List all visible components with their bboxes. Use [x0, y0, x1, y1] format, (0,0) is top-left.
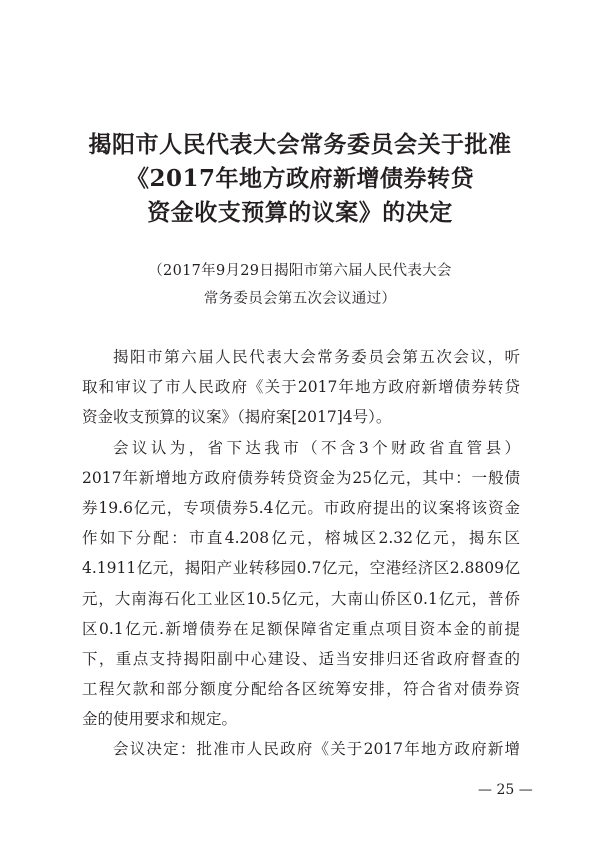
- body-line: 2017年新增地方政府债券转贷资金为25亿元，其中：一般债: [82, 468, 520, 487]
- body-line: 取和审议了市人民政府《关于2017年地方政府新增债券转贷: [82, 378, 520, 397]
- document-body: [82, 342, 520, 765]
- body-line: 作如下分配：市直4.208亿元，榕城区2.32亿元，揭东区: [82, 529, 520, 548]
- body-line: 会议决定：批准市人民政府《关于2017年地方政府新增: [113, 740, 520, 759]
- body-line: 资金收支预算的议案》（揭府案[2017]4号）。: [82, 408, 392, 427]
- title-line: 揭阳市人民代表大会常务委员会关于批准: [88, 131, 512, 158]
- document-subtitle: [60, 257, 540, 313]
- body-line: 券19.6亿元，专项债券5.4亿元。市政府提出的议案将该资金: [82, 498, 520, 517]
- title-line: 资金收支预算的议案》的决定: [147, 199, 453, 226]
- body-line: 会议认为，省下达我市（不含3个财政省直管县）: [113, 438, 520, 457]
- body-line: 揭阳市第六届人民代表大会常务委员会第五次会议，听: [113, 348, 520, 366]
- body-line: 4.1911亿元，揭阳产业转移园0.7亿元，空港经济区2.8809亿: [82, 559, 520, 578]
- body-line: 工程欠款和部分额度分配给各区统筹安排，符合省对债券资: [82, 680, 520, 699]
- body-line: 元，大南海石化工业区10.5亿元，大南山侨区0.1亿元，普侨: [82, 589, 520, 608]
- document-title: [60, 128, 540, 230]
- body-line: 金的使用要求和规定。: [82, 710, 238, 729]
- subtitle-line: （2017年9月29日揭阳市第六届人民代表大会: [148, 263, 452, 279]
- page-number: — 25 —: [478, 782, 533, 798]
- subtitle-line: 常务委员会第五次会议通过）: [203, 291, 397, 307]
- body-line: 区0.1亿元.新增债券在足额保障省定重点项目资本金的前提: [82, 619, 520, 638]
- title-line: 《2017年地方政府新增债券转贷: [125, 165, 474, 192]
- body-line: 下，重点支持揭阳副中心建设、适当安排归还省政府督查的: [82, 649, 520, 668]
